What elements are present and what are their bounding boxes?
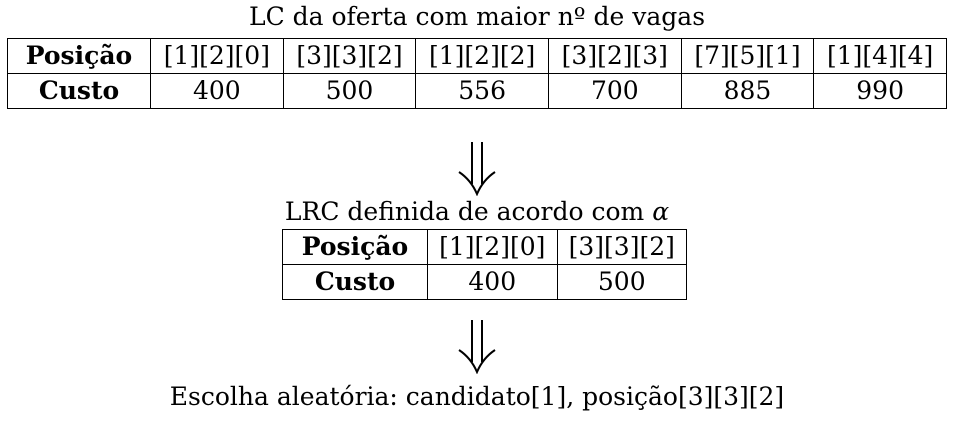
lrc-caption-text: LRC definida de acordo com [284, 197, 645, 226]
lrc-position-cell: [3][3][2] [557, 230, 687, 265]
lc-cost-cell: 500 [283, 74, 416, 109]
lrc-cost-cell: 500 [557, 265, 687, 300]
alpha-symbol: α [652, 197, 670, 226]
lc-position-cell: [7][5][1] [681, 39, 814, 74]
lc-cost-cell: 400 [151, 74, 284, 109]
lc-position-cell: [3][3][2] [283, 39, 416, 74]
lc-position-cell: [3][2][3] [548, 39, 681, 74]
lc-position-cell: [1][4][4] [814, 39, 947, 74]
lrc-position-label: Posição [283, 230, 428, 265]
lc-position-label: Posição [8, 39, 151, 74]
lc-caption: LC da oferta com maior nº de vagas [248, 2, 706, 31]
lrc-position-row [283, 230, 687, 265]
lc-cost-cell: 556 [416, 74, 549, 109]
lrc-cost-label: Custo [283, 265, 428, 300]
lc-position-cell: [1][2][2] [416, 39, 549, 74]
lc-cost-cell: 885 [681, 74, 814, 109]
lc-position-cell: [1][2][0] [151, 39, 284, 74]
lc-cost-cell: 700 [548, 74, 681, 109]
lc-cost-cell: 990 [814, 74, 947, 109]
lrc-cost-row [283, 265, 687, 300]
lc-table [7, 38, 947, 109]
double-down-arrow-icon [453, 318, 501, 374]
lrc-position-cell: [1][2][0] [428, 230, 558, 265]
lrc-cost-cell: 400 [428, 265, 558, 300]
random-choice-caption: Escolha aleatória: candidato[1], posição[3][3][2] [169, 382, 785, 411]
lc-cost-row [8, 74, 947, 109]
double-down-arrow-icon [453, 140, 501, 196]
lrc-caption [0, 197, 954, 227]
lc-cost-label: Custo [8, 74, 151, 109]
lrc-table [282, 229, 687, 300]
lc-position-row [8, 39, 947, 74]
